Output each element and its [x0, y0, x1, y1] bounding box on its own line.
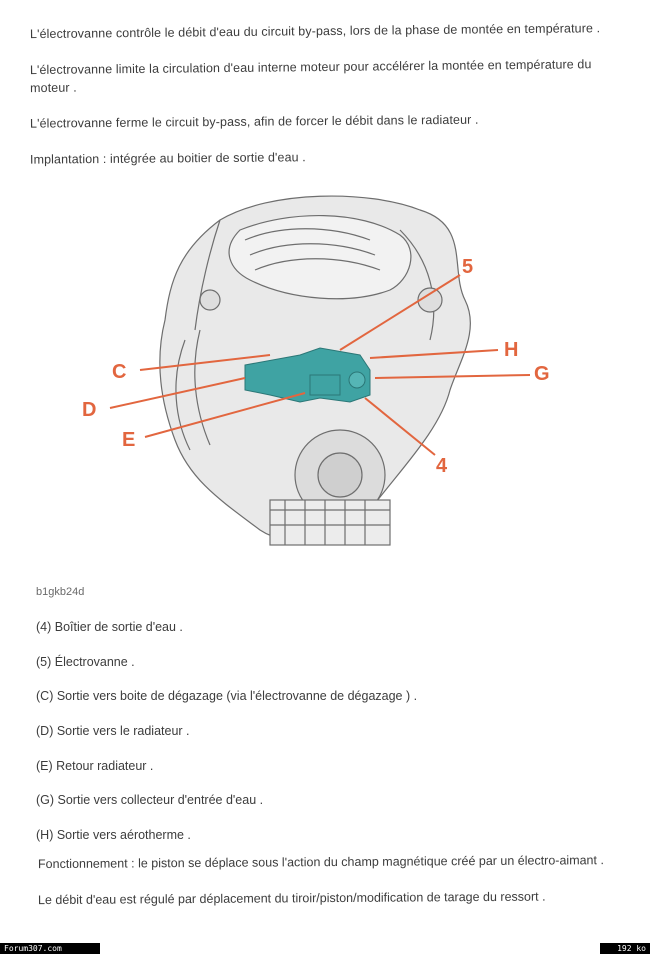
intro-paragraph-1: L'électrovanne contrôle le débit d'eau du circuit by-pass, lors de la phase de montée en température . [29, 21, 601, 42]
label-e: E [122, 429, 136, 451]
legend-item: (C) Sortie vers boite de dégazage (via l'électrovanne de dégazage ) . [36, 689, 418, 703]
intro-paragraph-2: L'électrovanne limite la circulation d'eau interne moteur pour accélérer la montée en température du moteur . [29, 57, 592, 96]
legend-item: (E) Retour radiateur . [36, 759, 154, 773]
legend-item: (G) Sortie vers collecteur d'entrée d'eau . [36, 793, 264, 807]
label-4: 4 [436, 455, 448, 477]
label-d: D [82, 399, 97, 421]
operation-paragraph: Fonctionnement : le piston se déplace sous l'action du champ magnétique créé par un électro-aimant . [37, 853, 604, 872]
watermark-size: 192 ko [600, 943, 650, 954]
label-c: C [112, 361, 127, 383]
legend-item: (4) Boîtier de sortie d'eau . [36, 620, 183, 634]
engine-diagram [70, 180, 590, 560]
regulation-paragraph: Le débit d'eau est régulé par déplacement du tiroir/piston/modification de tarage du ressort . [37, 889, 546, 908]
figure-caption: b1gkb24d [36, 586, 85, 598]
legend-item: (D) Sortie vers le radiateur . [36, 724, 190, 738]
intro-paragraph-3: L'électrovanne ferme le circuit by-pass, afin de forcer le débit dans le radiateur . [29, 112, 479, 131]
legend-item: (H) Sortie vers aérotherme . [36, 828, 191, 842]
label-g: G [534, 363, 550, 385]
watermark-site: Forum307.com [0, 943, 100, 954]
label-5: 5 [462, 256, 474, 278]
legend-item: (5) Électrovanne . [36, 655, 135, 669]
label-h: H [504, 339, 519, 361]
implantation-paragraph: Implantation : intégrée au boitier de sortie d'eau . [29, 150, 306, 167]
